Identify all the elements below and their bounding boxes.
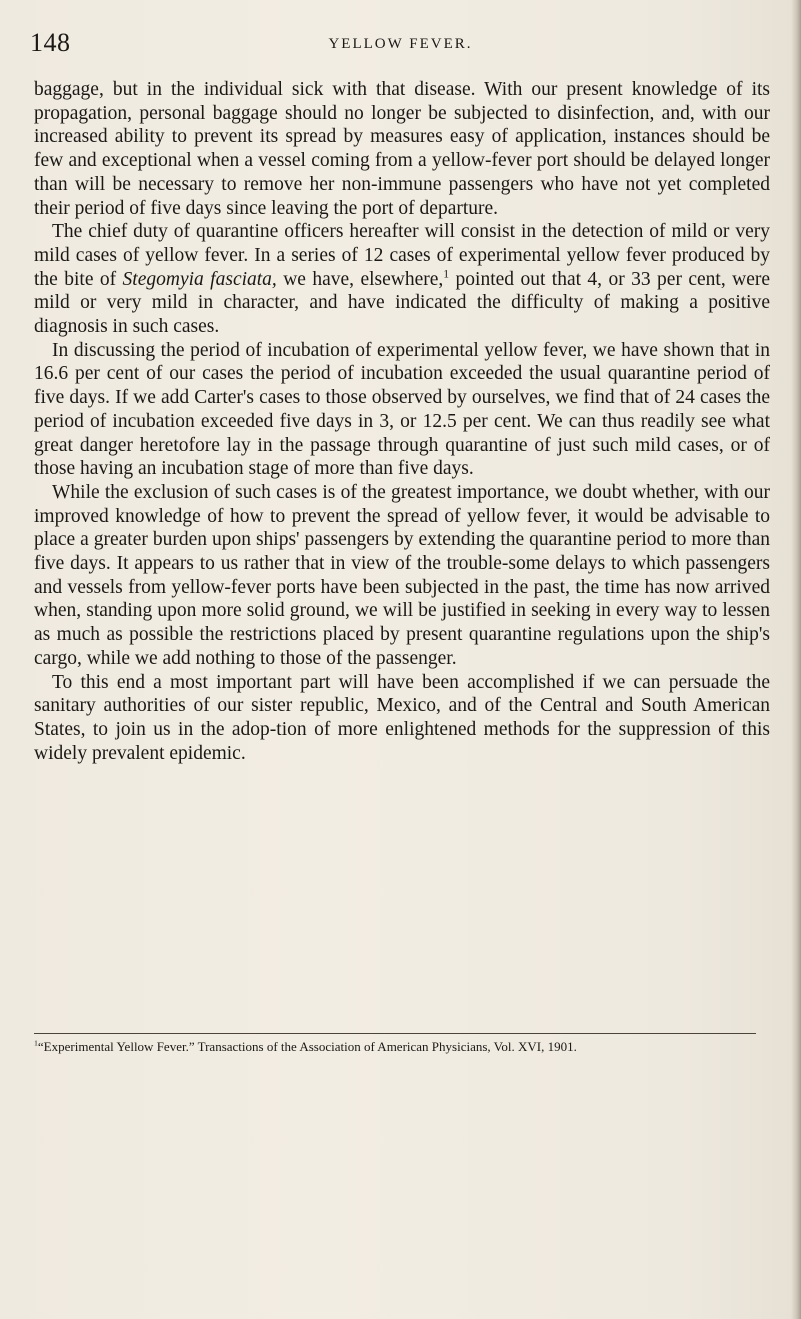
footnote-text: “Experimental Yellow Fever.” Transactions of the Association of American Physicians, Vol. XVI, 1901. [37,1039,577,1054]
paragraph-1: baggage, but in the individual sick with that disease. With our present knowledge of its propagation, personal baggage should no longer be subjected to disinfection, and, with our increased ability to prevent its spread by measures easy of application, instances should be few and exceptional when a vessel coming from a yellow-fever port should be delayed longer than will be necessary to remove her non-immune passengers who have not yet completed their period of five days since leaving the port of departure. [34,79,770,219]
paragraph-2-text-c: pointed out that 4, or 33 per cent, were mild or very mild in character, and have indicated the difficulty of making a positive diagnosis in such cases. [34,268,770,338]
footnote-divider [34,1033,756,1034]
page-number: 148 [30,28,71,57]
page-edge-shadow [791,0,801,1319]
paragraph-4: While the exclusion of such cases is of the greatest importance, we doubt whether, with our improved knowledge of how to prevent the spread of yellow fever, it would be advisable to place a greater burden upon ships' passengers by extending the quarantine period to more than five days. It appears to us rather that in view of the trouble-some delays to which passengers and vessels from yellow-fever ports have been subjected in the past, the time has now arrived when, standing upon more solid ground, we will be justified in seeking in every way to lessen as much as possible the restrictions placed by present quarantine regulations upon the ship's cargo, while we add nothing to those of the passenger. [34,481,770,669]
species-name: Stegomyia fasciata, [122,268,277,290]
page-header [0,28,801,62]
paragraph-2 [34,220,770,339]
footnote [34,1038,770,1055]
footnote-reference: 1 [443,267,450,281]
running-head: YELLOW FEVER. [328,36,473,52]
paragraph-5: To this end a most important part will have been accomplished if we can persuade the sanitary authorities of our sister republic, Mexico, and of the Central and South American States, to join us in the adop-tion of more enlightened methods for the suppression of this widely prevalent epidemic. [34,671,770,764]
paragraph-2-text-a: The chief duty of quarantine officers hereafter will consist in the detection of mild or very mild cases of yellow fever. In a series of 12 cases of experimental yellow fever produced by the bite of [34,221,770,290]
body-text [34,78,770,765]
paragraph-2-text-b: we have, elsewhere, [276,268,444,290]
footnote-marker: 1 [34,1038,38,1048]
paragraph-3: In discussing the period of incubation of experimental yellow fever, we have shown that in 16.6 per cent of our cases the period of incubation exceeded the usual quarantine period of five days. If we add Carter's cases to those observed by ourselves, we find that of 24 cases the period of incubation exceeded five days in 3, or 12.5 per cent. We can thus readily see what great danger heretofore lay in the passage through quarantine of just such mild cases, or of those having an incubation stage of more than five days. [34,339,770,480]
